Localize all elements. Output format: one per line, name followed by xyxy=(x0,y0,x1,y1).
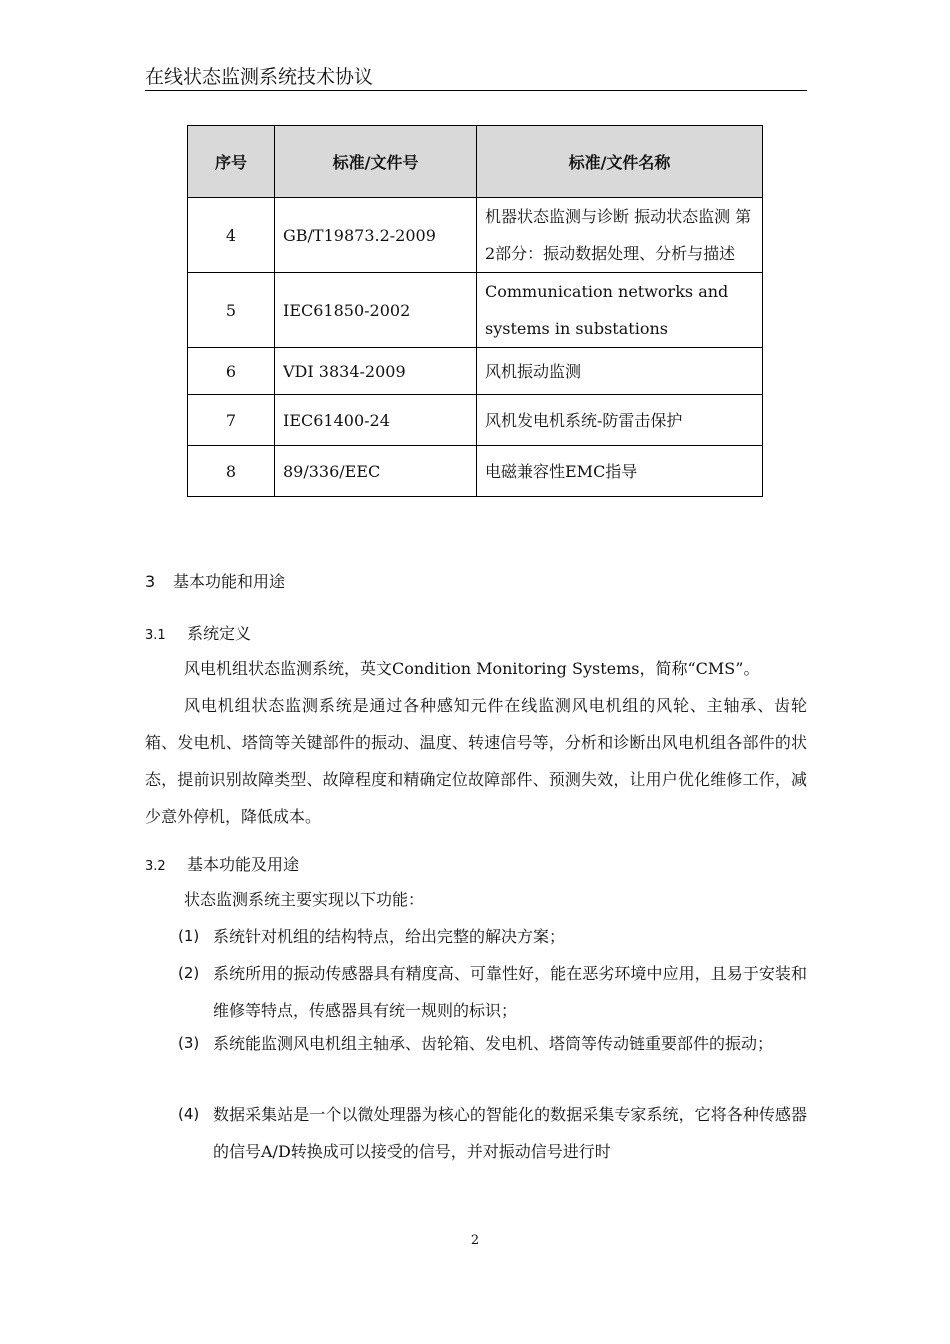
list-item xyxy=(178,1096,807,1170)
table-row xyxy=(188,348,763,395)
row-number: 5 xyxy=(188,273,275,348)
row-number: 8 xyxy=(188,446,275,497)
row-name: 机器状态监测与诊断 振动状态监测 第2部分：振动数据处理、分析与描述 xyxy=(477,198,763,273)
paragraph-description: 风电机组状态监测系统是通过各种感知元件在线监测风电机组的风轮、主轴承、齿轮箱、发电机、塔筒等关键部件的振动、温度、转速信号等，分析和诊断出风电机组各部件的状态，提前识别故障类型、故障程度和精确定位故障部件、预测失效，让用户优化维修工作，减少意外停机，降低成本。 xyxy=(145,696,807,826)
list-item-label: (2) xyxy=(178,964,200,982)
paragraph-intro: 状态监测系统主要实现以下功能： xyxy=(184,890,425,909)
row-number: 4 xyxy=(188,198,275,273)
list-item-label: (3) xyxy=(178,1034,200,1052)
page-number: 2 xyxy=(470,1233,480,1248)
row-name: 风机发电机系统-防雷击保护 xyxy=(477,395,763,446)
row-code: IEC61850-2002 xyxy=(275,273,477,348)
section-title: 基本功能和用途 xyxy=(173,572,286,591)
section-number: 3.2 xyxy=(145,859,166,874)
paragraph-definition: 风电机组状态监测系统，英文Condition Monitoring Systems，简称“CMS”。 xyxy=(184,659,760,678)
table-row xyxy=(188,446,763,497)
row-number: 7 xyxy=(188,395,275,446)
row-number: 6 xyxy=(188,348,275,395)
row-code: IEC61400-24 xyxy=(275,395,477,446)
table-row xyxy=(188,395,763,446)
list-item-text: 数据采集站是一个以微处理器为核心的智能化的数据采集专家系统，它将各种传感器的信号A/D转换成可以接受的信号，并对振动信号进行时 xyxy=(213,1105,807,1161)
section-number: 3.1 xyxy=(145,628,166,643)
section-title: 基本功能及用途 xyxy=(187,855,300,874)
row-code: VDI 3834-2009 xyxy=(275,348,477,395)
page-header: 在线状态监测系统技术协议 xyxy=(145,64,807,91)
list-item xyxy=(178,1025,807,1062)
section-3-2-heading xyxy=(145,852,299,875)
list-item xyxy=(178,918,807,955)
table-row xyxy=(188,198,763,273)
row-name: Communication networks and systems in substations xyxy=(477,273,763,348)
section-number: 3 xyxy=(145,572,156,591)
row-name: 风机振动监测 xyxy=(477,348,763,395)
list-item-label: (1) xyxy=(178,927,200,945)
section-3-heading xyxy=(145,569,285,592)
list-item-text: 系统所用的振动传感器具有精度高、可靠性好，能在恶劣环境中应用，且易于安装和维修等特点，传感器具有统一规则的标识； xyxy=(213,964,807,1020)
table-row xyxy=(188,273,763,348)
row-code: GB/T19873.2-2009 xyxy=(275,198,477,273)
list-item-label: (4) xyxy=(178,1105,200,1123)
row-code: 89/336/EEC xyxy=(275,446,477,497)
column-header-code: 标准/文件号 xyxy=(275,126,477,198)
row-name: 电磁兼容性EMC指导 xyxy=(477,446,763,497)
list-item xyxy=(178,955,807,1029)
table-header-row xyxy=(188,126,763,198)
section-3-1-heading xyxy=(145,621,251,644)
column-header-no: 序号 xyxy=(188,126,275,198)
section-title: 系统定义 xyxy=(187,624,252,643)
list-item-text: 系统能监测风电机组主轴承、齿轮箱、发电机、塔筒等传动链重要部件的振动； xyxy=(213,1034,774,1053)
standards-table xyxy=(187,125,763,497)
column-header-name: 标准/文件名称 xyxy=(477,126,763,198)
list-item-text: 系统针对机组的结构特点，给出完整的解决方案； xyxy=(213,927,566,946)
